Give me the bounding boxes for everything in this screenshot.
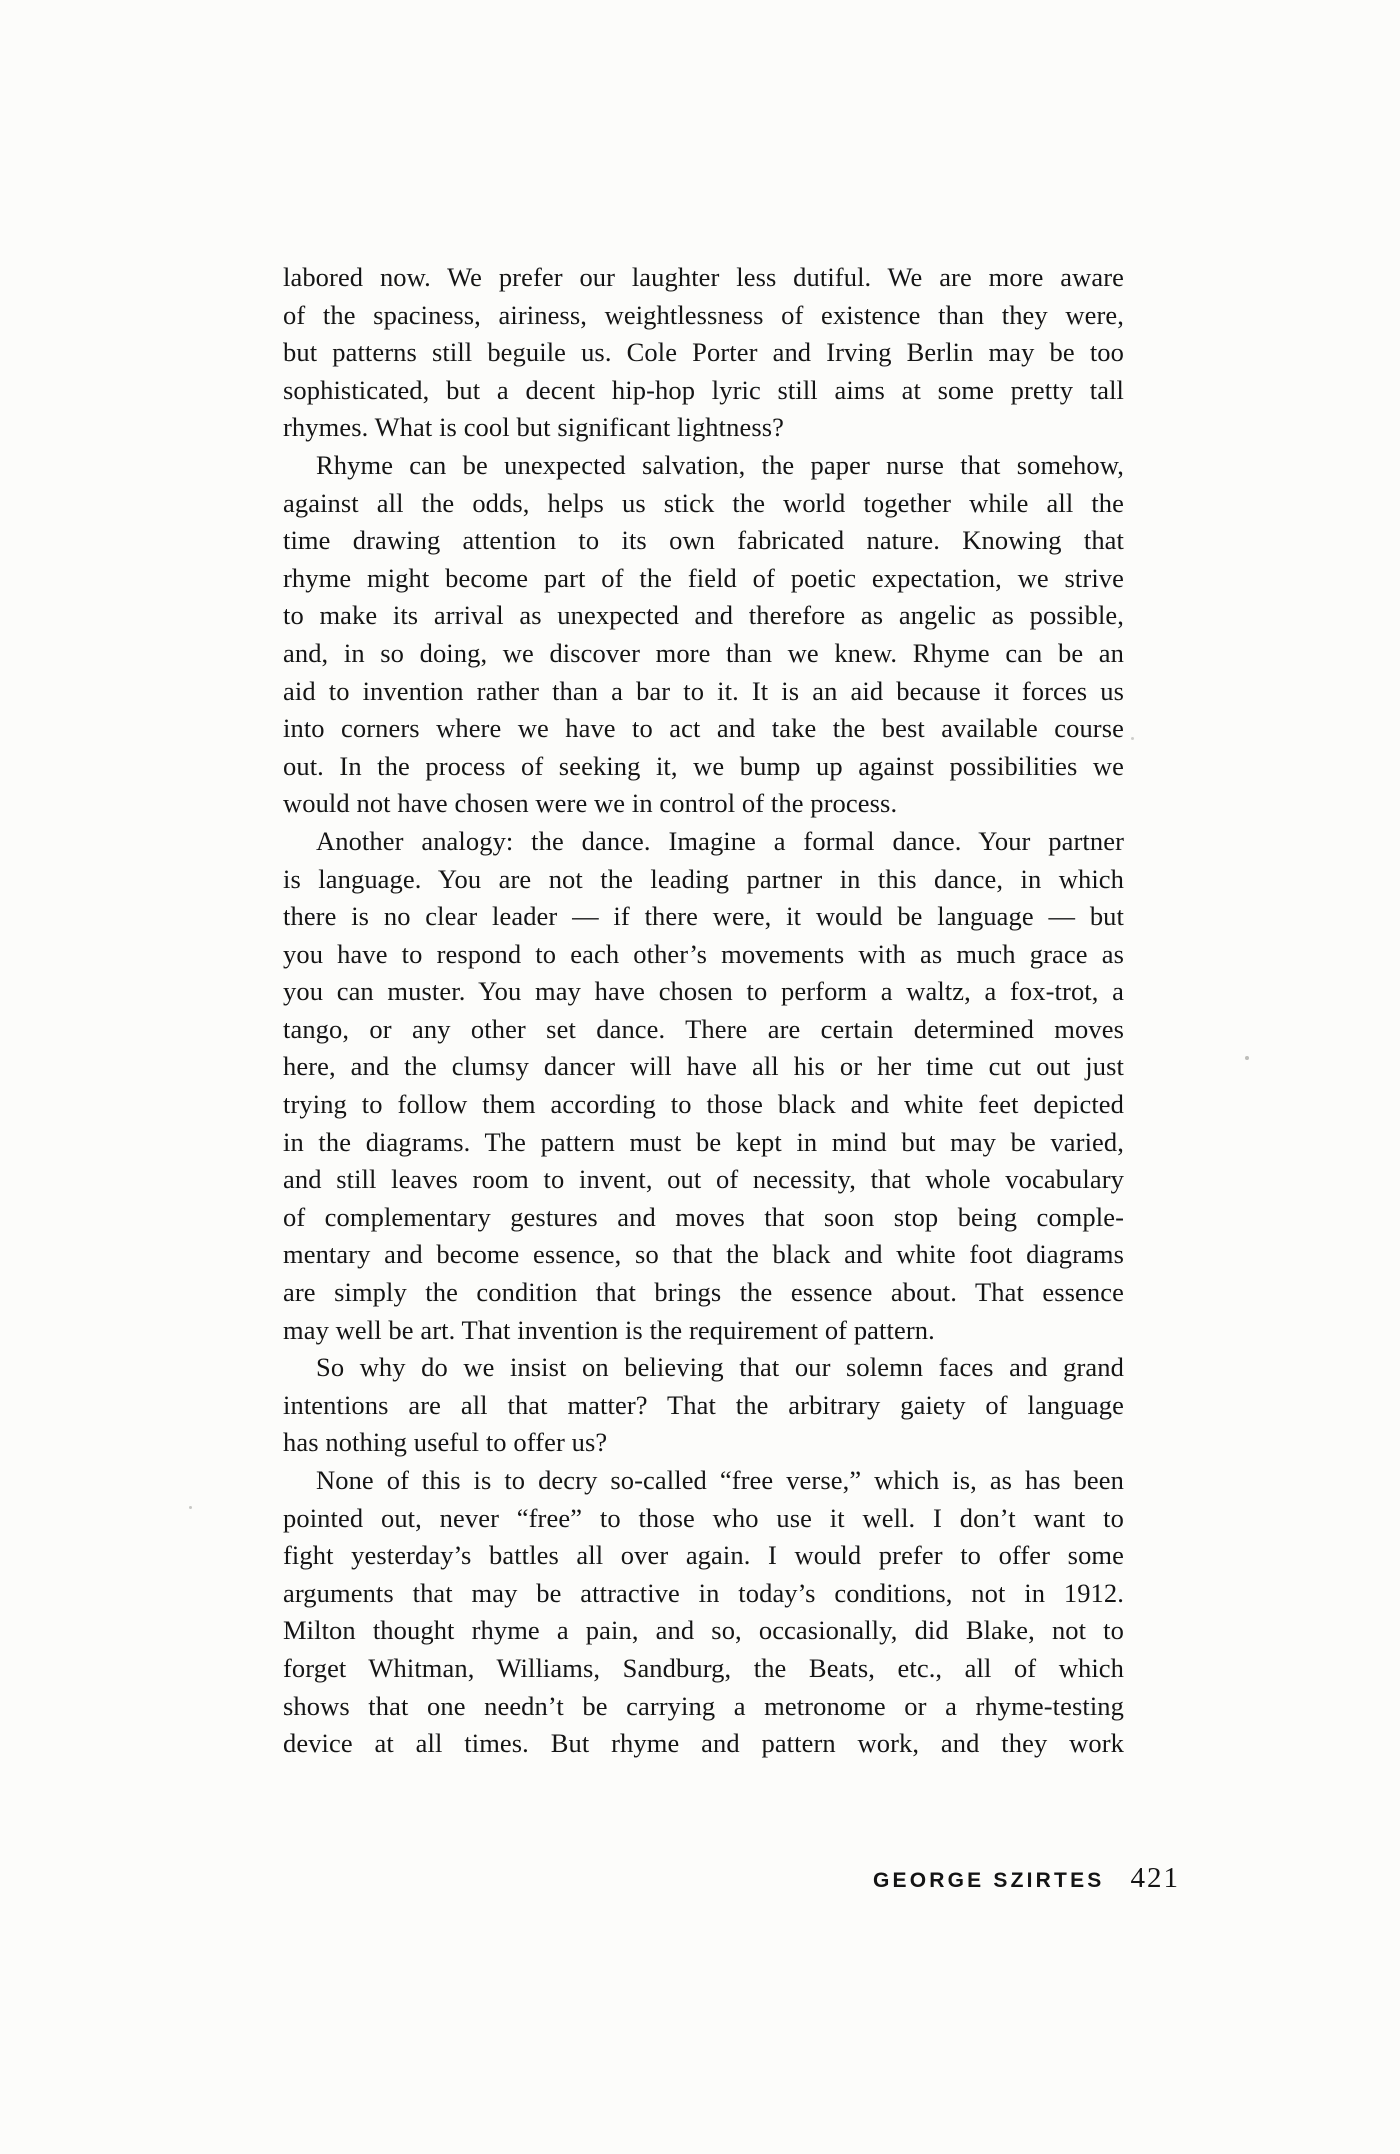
text-line: device at all times. But rhyme and pattern work, and they work <box>283 1728 1124 1759</box>
scan-speck <box>1245 1056 1249 1060</box>
text-line: are simply the condition that brings the essence about. That essence <box>283 1277 1124 1308</box>
text-line: sophisticated, but a decent hip-hop lyric still aims at some pretty tall <box>283 374 1124 405</box>
scan-speck <box>189 1506 192 1509</box>
text-line: to make its arrival as unexpected and therefore as angelic as possible, <box>283 600 1124 631</box>
text-line: tango, or any other set dance. There are certain determined moves <box>283 1013 1124 1044</box>
paragraph <box>283 447 1124 823</box>
text-line: rhymes. What is cool but significant lightness? <box>283 412 785 443</box>
text-line: labored now. We prefer our laughter less dutiful. We are more aware <box>283 262 1124 292</box>
text-line: fight yesterday’s battles all over again. I would prefer to offer some <box>283 1540 1124 1571</box>
text-line: forget Whitman, Williams, Sandburg, the Beats, etc., all of which <box>283 1652 1124 1683</box>
text-line: time drawing attention to its own fabricated nature. Knowing that <box>283 525 1124 556</box>
text-line: trying to follow them according to those black and white feet depicted <box>283 1089 1124 1120</box>
text-line: has nothing useful to offer us? <box>283 1427 608 1458</box>
text-block <box>283 259 1124 1763</box>
text-line: shows that one needn’t be carrying a metronome or a rhyme-testing <box>283 1690 1124 1721</box>
text-line: and still leaves room to invent, out of necessity, that whole vocabulary <box>283 1164 1124 1195</box>
paragraph <box>283 259 1124 447</box>
text-line: So why do we insist on believing that our solemn faces and grand <box>316 1352 1124 1383</box>
text-line: rhyme might become part of the field of poetic expectation, we strive <box>283 562 1124 593</box>
text-line: but patterns still beguile us. Cole Porter and Irving Berlin may be too <box>283 337 1124 368</box>
scan-speck <box>1131 737 1134 740</box>
text-line: intentions are all that matter? That the arbitrary gaiety of language <box>283 1389 1124 1420</box>
text-line: and, in so doing, we discover more than we knew. Rhyme can be an <box>283 637 1124 668</box>
page-number: 421 <box>1130 1862 1180 1894</box>
text-line: Milton thought rhyme a pain, and so, occasionally, did Blake, not to <box>283 1615 1124 1646</box>
text-line: arguments that may be attractive in today’s conditions, not in 1912. <box>283 1577 1124 1608</box>
text-line: mentary and become essence, so that the black and white foot diagrams <box>283 1239 1124 1270</box>
text-line: pointed out, never “free” to those who use it well. I don’t want to <box>283 1502 1124 1533</box>
paragraph <box>283 1349 1124 1462</box>
text-line: there is no clear leader — if there were, it would be language — but <box>283 901 1124 932</box>
text-line: into corners where we have to act and take the best available course <box>283 713 1124 744</box>
text-line: in the diagrams. The pattern must be kept in mind but may be varied, <box>283 1126 1124 1157</box>
text-line: would not have chosen were we in control of the process. <box>283 788 898 819</box>
text-line: Rhyme can be unexpected salvation, the paper nurse that somehow, <box>316 449 1124 480</box>
text-line: of complementary gestures and moves that soon stop being comple- <box>283 1201 1124 1232</box>
paragraph <box>283 823 1124 1349</box>
text-line: may well be art. That invention is the requirement of pattern. <box>283 1314 935 1345</box>
text-line: you can muster. You may have chosen to perform a waltz, a fox-trot, a <box>283 976 1124 1007</box>
text-line: is language. You are not the leading partner in this dance, in which <box>283 863 1124 894</box>
running-footer-author: GEORGE SZIRTES <box>873 1869 1105 1892</box>
text-line: you have to respond to each other’s movements with as much grace as <box>283 938 1124 969</box>
page-footer <box>283 1862 1180 1895</box>
paragraph <box>283 1462 1124 1763</box>
text-line: of the spaciness, airiness, weightlessness of existence than they were, <box>283 299 1124 330</box>
text-line: against all the odds, helps us stick the world together while all the <box>283 487 1124 518</box>
text-line: None of this is to decry so-called “free verse,” which is, as has been <box>316 1465 1124 1495</box>
text-line: Another analogy: the dance. Imagine a formal dance. Your partner <box>316 825 1124 856</box>
text-line: out. In the process of seeking it, we bump up against possibilities we <box>283 750 1124 781</box>
text-line: here, and the clumsy dancer will have all his or her time cut out just <box>283 1051 1124 1082</box>
text-line: aid to invention rather than a bar to it. It is an aid because it forces us <box>283 675 1124 706</box>
